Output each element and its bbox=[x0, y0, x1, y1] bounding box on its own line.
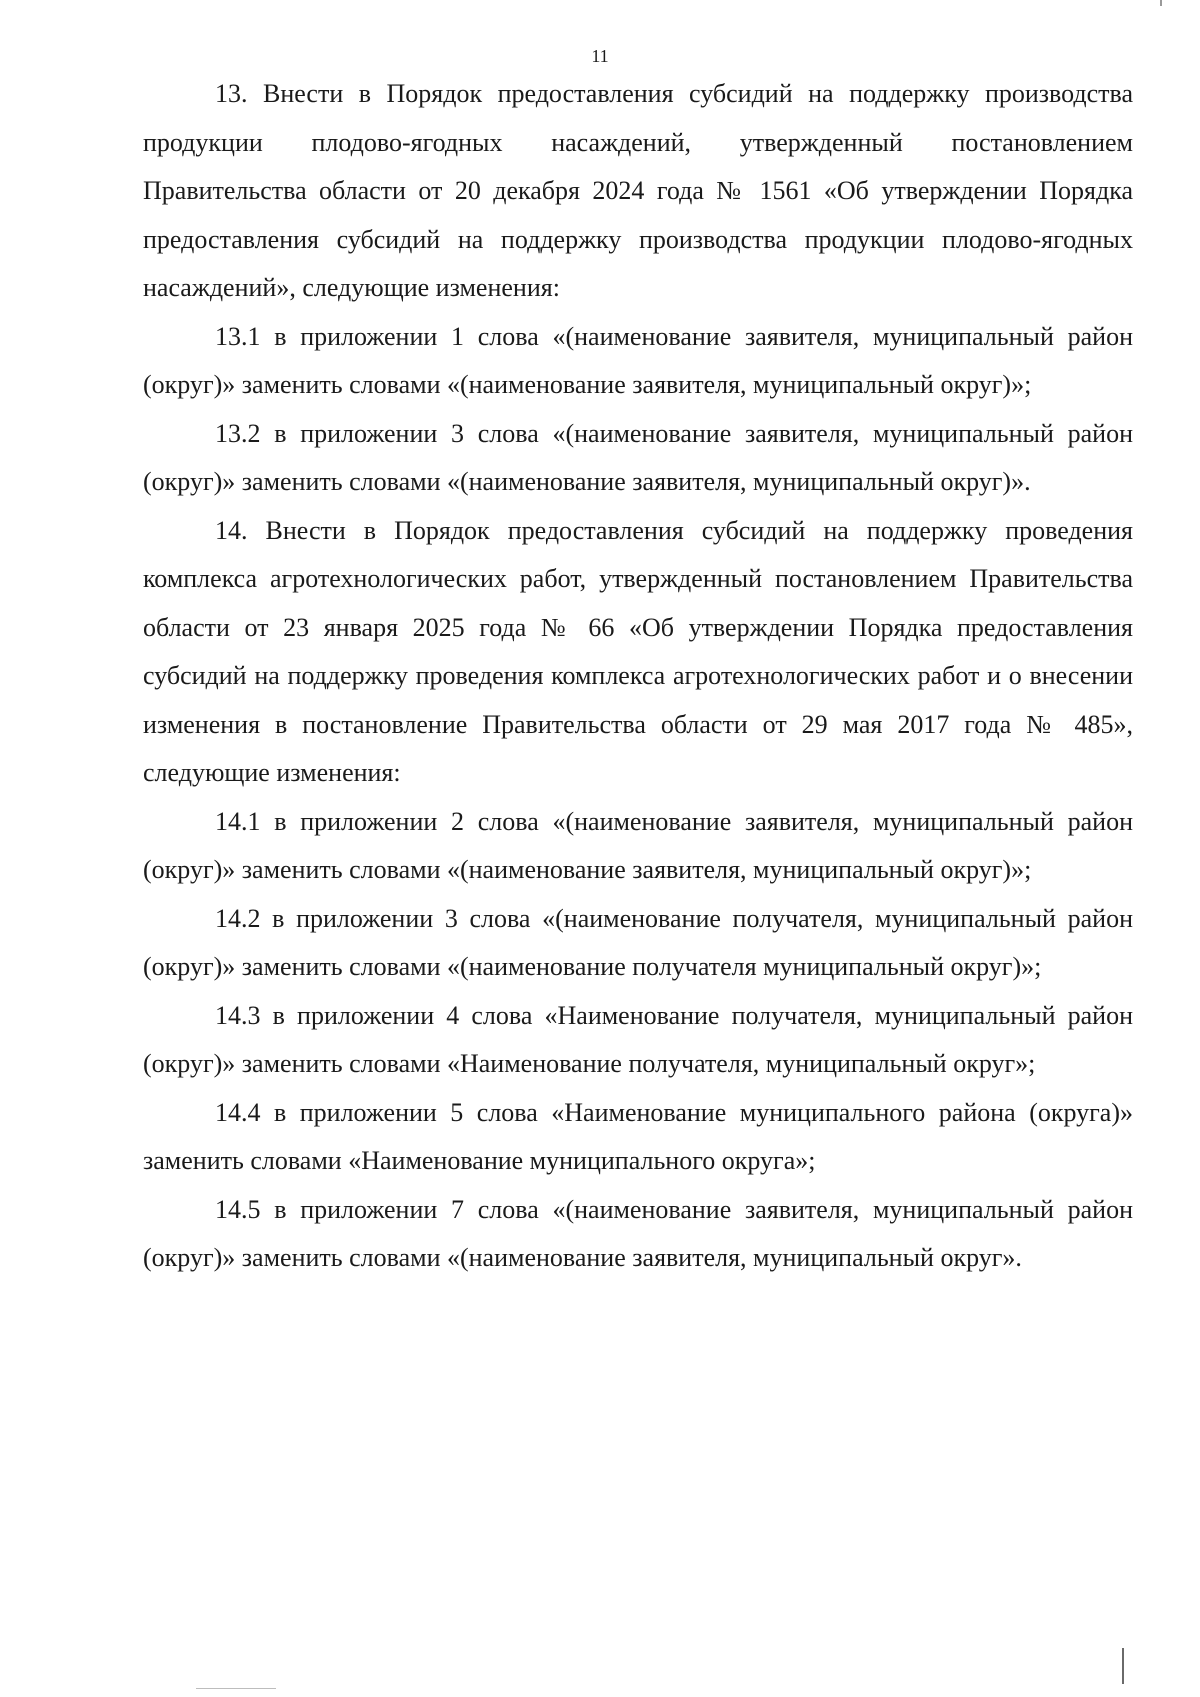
paragraph-14-2: 14.2 в приложении 3 слова «(наименование получателя, муниципальный район (округ)» заменить словами «(наименование получателя муниципальный округ)»; bbox=[143, 903, 1133, 981]
scan-artifact-bottom-left bbox=[196, 1688, 276, 1689]
paragraph-13-2: 13.2 в приложении 3 слова «(наименование заявителя, муниципальный район (округ)» заменить словами «(наименование заявителя, муниципальный округ)». bbox=[143, 418, 1133, 496]
paragraph-14-4: 14.4 в приложении 5 слова «Наименование муниципального района (округа)» заменить словами «Наименование муниципального округа»; bbox=[143, 1097, 1133, 1175]
paragraph-14: 14. Внести в Порядок предоставления субсидий на поддержку проведения комплекса агротехнологических работ, утвержденный постановлением Правительства области от 23 января 2025 года № 66 «Об утверждении Порядка предоставления субсидий на поддержку проведения комплекса агротехнологических работ и о внесении изменения в постановление Правительства области от 29 мая 2017 года № 485», следующие изменения: bbox=[143, 515, 1133, 787]
paragraph-14-5: 14.5 в приложении 7 слова «(наименование заявителя, муниципальный район (округ)» заменить словами «(наименование заявителя, муниципальный округ». bbox=[143, 1194, 1133, 1272]
scan-artifact-top-right bbox=[1160, 0, 1162, 6]
document-body bbox=[143, 70, 1133, 1283]
scan-artifact-bottom-right bbox=[1122, 1648, 1124, 1684]
page-number: 11 bbox=[591, 46, 609, 66]
paragraph-13: 13. Внести в Порядок предоставления субсидий на поддержку производства продукции плодово-ягодных насаждений, утвержденный постановлением Правительства области от 20 декабря 2024 года № 1561 «Об утверждении Порядка предоставления субсидий на поддержку производства продукции плодово-ягодных насаждений», следующие изменения: bbox=[143, 79, 1133, 302]
paragraph-14-1: 14.1 в приложении 2 слова «(наименование заявителя, муниципальный район (округ)» заменить словами «(наименование заявителя, муниципальный округ)»; bbox=[143, 806, 1133, 884]
paragraph-13-1: 13.1 в приложении 1 слова «(наименование заявителя, муниципальный район (округ)» заменить словами «(наименование заявителя, муниципальный округ)»; bbox=[143, 321, 1133, 399]
paragraph-14-3: 14.3 в приложении 4 слова «Наименование получателя, муниципальный район (округ)» заменить словами «Наименование получателя, муниципальный округ»; bbox=[143, 1000, 1133, 1078]
